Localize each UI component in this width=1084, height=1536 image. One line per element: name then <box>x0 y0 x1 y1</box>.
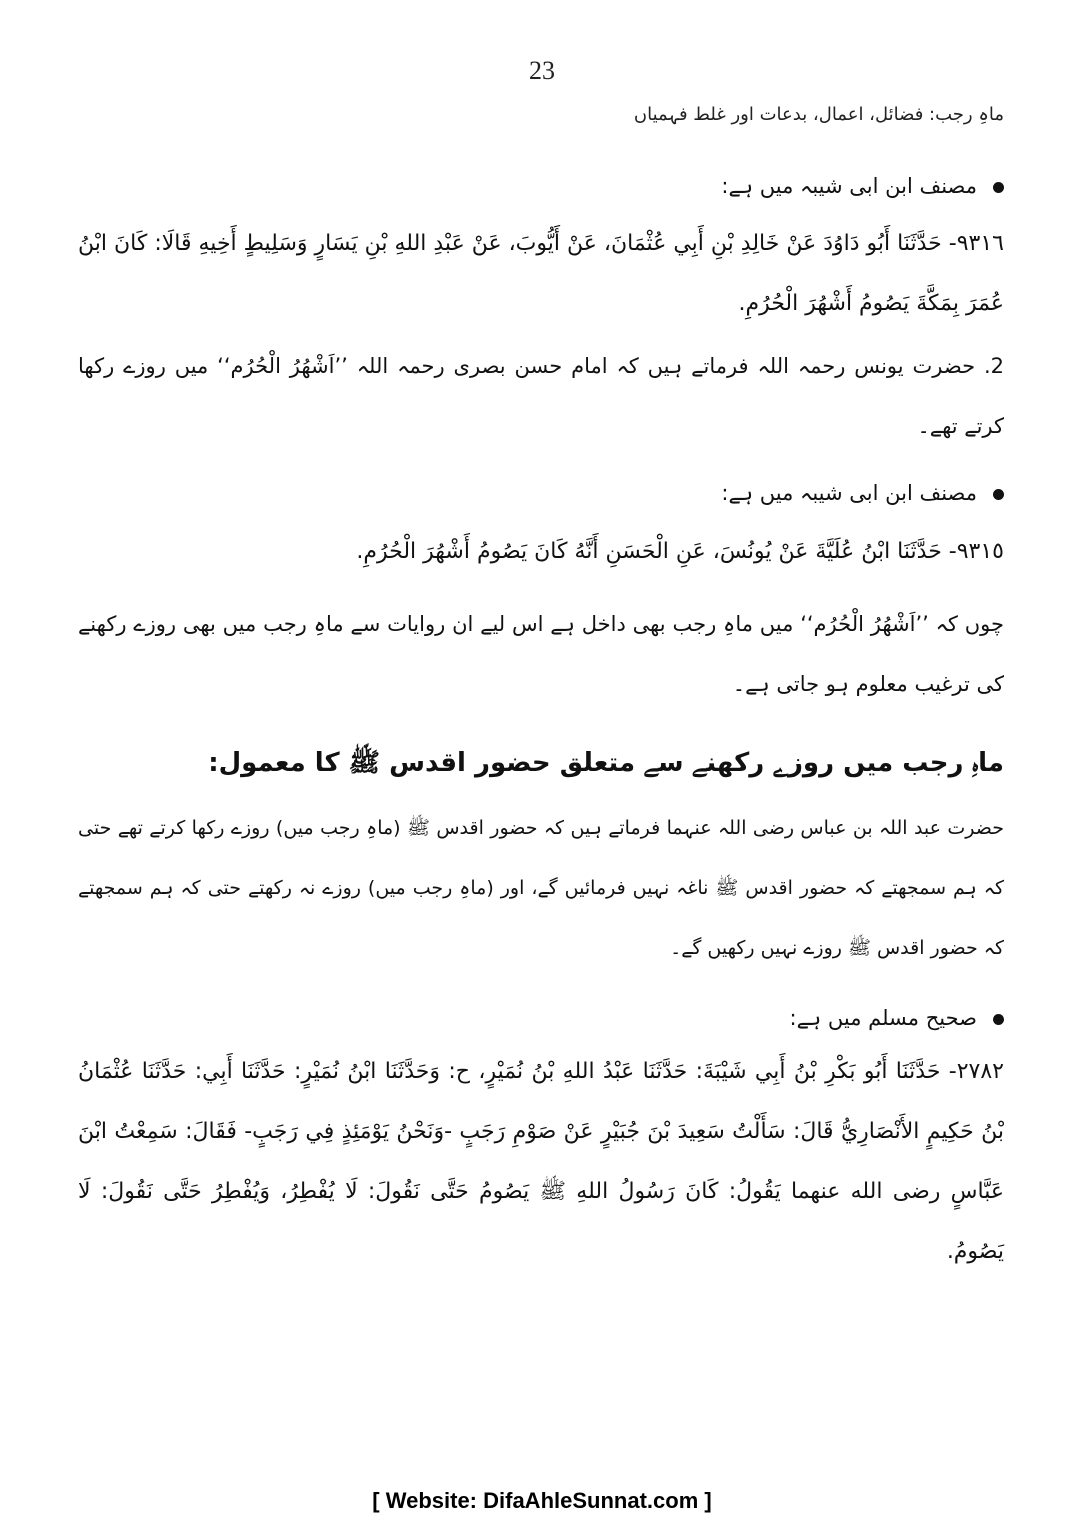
page-number: 23 <box>529 56 555 85</box>
running-header: ماہِ رجب: فضائل، اعمال، بدعات اور غلط فہمیاں <box>633 104 1004 125</box>
muslim-arabic: ٢٧٨٢- حَدَّثَنَا أَبُو بَكْرِ بْنُ أَبِي شَيْبَةَ: حَدَّثَنَا عَبْدُ اللهِ بْنُ نُمَيْرٍ، ح: وَحَدَّثَنَا ابْنُ نُمَيْرٍ: حَدَّثَنَا أَبِي: حَدَّثَنَا عُثْمَانُ بْنُ حَكِيمٍ الأَنْصَارِيُّ قَالَ: سَأَلْتُ سَعِيدَ بْنَ جُبَيْرٍ عَنْ صَوْمِ رَجَبٍ -وَنَحْنُ يَوْمَئِذٍ فِي رَجَبٍ- فَقَالَ: سَمِعْتُ ابْنَ عَبَّاسٍ رضى الله عنهما يَقُولُ: كَانَ رَسُولُ اللهِ ﷺ يَصُومُ حَتَّى نَقُولَ: لَا يُفْطِرُ، وَيُفْطِرُ حَتَّى نَقُولَ: لَا يَصُومُ. <box>78 1059 1004 1264</box>
bullet-icon <box>993 182 1004 193</box>
source-label: مصنف ابن ابی شیبہ میں ہے: <box>721 481 977 505</box>
section-1-source <box>78 174 1004 198</box>
section-1-urdu: 2. حضرت یونس رحمہ اللہ فرماتے ہیں کہ امام حسن بصری رحمہ اللہ ’’اَشْھُرُ الْحُرُم‘‘ میں روزے رکھا کرتے تھے۔ <box>78 354 1004 438</box>
section-2-arabic: ٩٣١٥- حَدَّثَنَا ابْنُ عُلَيَّةَ عَنْ يُونُسَ، عَنِ الْحَسَنِ أَنَّهُ كَانَ يَصُومُ أَشْهُرَ الْحُرُمِ. <box>356 539 1004 564</box>
source-label: صحیح مسلم میں ہے: <box>789 1006 977 1030</box>
section-2-source <box>78 481 1004 505</box>
heading-paragraph: حضرت عبد اللہ بن عباس رضی اللہ عنہما فرماتے ہیں کہ حضور اقدس ﷺ (ماہِ رجب میں) روزے رکھا کرتے تھے حتی کہ ہم سمجھتے کہ حضور اقدس ﷺ ناغہ نہیں فرمائیں گے، اور (ماہِ رجب میں) روزے نہ رکھتے حتی کہ ہم سمجھتے کہ حضور اقدس ﷺ روزے نہیں رکھیں گے۔ <box>78 817 1004 959</box>
source-label: مصنف ابن ابی شیبہ میں ہے: <box>721 174 977 198</box>
website-footer: [ Website: DifaAhleSunnat.com ] <box>372 1488 712 1513</box>
section-2-urdu: چوں کہ ’’اَشْھُرُ الْحُرُم‘‘ میں ماہِ رجب بھی داخل ہے اس لیے ان روایات سے ماہِ رجب میں بھی روزے رکھنے کی ترغیب معلوم ہو جاتی ہے۔ <box>78 612 1004 696</box>
section-heading: ماہِ رجب میں روزے رکھنے سے متعلق حضور اقدس ﷺ کا معمول: <box>208 748 1004 778</box>
bullet-icon <box>993 1014 1004 1025</box>
bullet-icon <box>993 489 1004 500</box>
section-1-arabic: ٩٣١٦- حَدَّثَنَا أَبُو دَاوُدَ عَنْ خَالِدِ بْنِ أَبِي عُثْمَانَ، عَنْ أَيُّوبَ، عَنْ عَبْدِ اللهِ بْنِ يَسَارٍ وَسَلِيطٍ أَخِيهِ قَالَا: كَانَ ابْنُ عُمَرَ بِمَكَّةَ يَصُومُ أَشْهُرَ الْحُرُمِ. <box>78 231 1004 316</box>
muslim-source <box>78 1006 1004 1030</box>
